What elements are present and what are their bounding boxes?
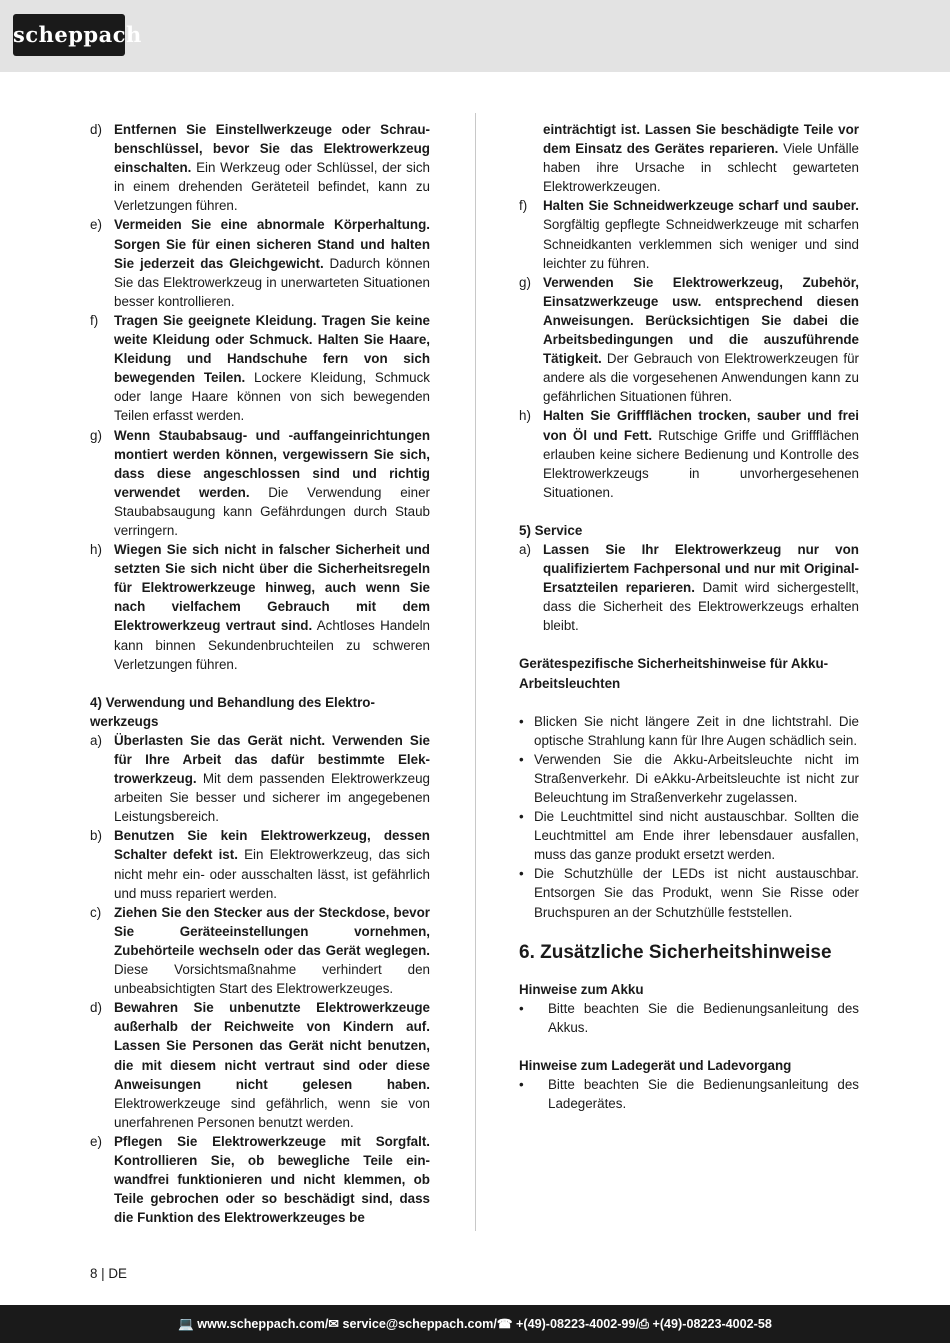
item-bold-text: Überlasten Sie das Gerät nicht. Verwenden Sie für Ihre Arbeit das dafür bestimmte Elektrowerkzeug. bbox=[114, 732, 430, 787]
footer-contact-bar bbox=[0, 1305, 950, 1343]
item-text: Rutschige Griffe und Griffflächen erlauben keine sichere Bedienung und Kontrolle des Elektrowerkzeugs in unvorhergesehenen Situationen. bbox=[543, 427, 859, 500]
list-item-s3-4 bbox=[90, 540, 430, 674]
list-item-s4b-0 bbox=[519, 196, 859, 272]
item-text: Lockere Kleidung, Schmuck oder lange Haare können von sich bewegenden Teilen erfasst werden. bbox=[114, 370, 430, 424]
item-text: Ein Werkzeug oder Schlüssel, der sich in einem drehenden Geräteteil befindet, kann zu Verletzungen führen. bbox=[114, 160, 430, 214]
phone-icon: ☎ bbox=[496, 1317, 513, 1331]
list-item-s3-3 bbox=[90, 426, 430, 541]
list-marker: h) bbox=[519, 408, 531, 424]
item-bold-text: einträchtigt ist. Lassen Sie beschädigte Teile vor dem Einsatz des Gerätes reparieren. bbox=[543, 122, 859, 157]
section-6-title: 6. Zusätzliche Sicherheitshinweise bbox=[519, 941, 832, 963]
item-text: Der Gebrauch von Elektrowerkzeugen für andere als die vorgesehenen Anwendungen kann zu gefährlichen Situationen führen. bbox=[543, 351, 859, 405]
fax-number: +(49)-08223-4002-58 bbox=[652, 1317, 772, 1331]
list-item-s3-2 bbox=[90, 311, 430, 426]
fax-icon: ⎙ bbox=[638, 1317, 649, 1331]
item-text: Elektrowerkzeuge sind gefährlich, wenn sie von unerfahrenen Personen benutzt werden. bbox=[114, 1095, 430, 1130]
header-band bbox=[0, 0, 950, 72]
list-item-s4-1 bbox=[90, 826, 430, 902]
envelope-icon: ✉ bbox=[328, 1317, 339, 1331]
bullet-marker: • bbox=[519, 866, 524, 882]
charger-heading: Hinweise zum Ladegerät und Ladevorgang bbox=[519, 1057, 792, 1073]
item-bold-text: Bewahren Sie unbenutzte Elektrowerkzeuge außerhalb der Reichweite von Kindern auf. Lassen Sie Personen das Gerät nicht benutzen, die mit diesem nicht vertraut sind oder diese Anweisungen nicht gelesen haben. bbox=[114, 1000, 430, 1092]
item-text: Mit dem passenden Elektrowerkzeug arbeiten Sie besser und sicherer im angegebenen Leistungsbereich. bbox=[114, 771, 430, 825]
left-column bbox=[90, 120, 430, 1227]
item-bold-text: Benutzen Sie kein Elektrowerkzeug, dessen Schalter defekt ist. bbox=[114, 828, 430, 863]
item-bold-text: Halten Sie Schneidwerkzeuge scharf und sauber. bbox=[543, 198, 859, 214]
phone-number[interactable]: +(49)-08223-4002-99 bbox=[516, 1317, 636, 1331]
item-bold-text: Entfernen Sie Einstellwerkzeuge oder Schraubenschlüssel, bevor Sie das Elektrowerkzeug einschalten. bbox=[114, 122, 430, 176]
list-item-s3-0 bbox=[90, 120, 430, 215]
bullet-marker: • bbox=[519, 713, 524, 729]
charger-note bbox=[519, 1075, 859, 1113]
list-marker: a) bbox=[90, 732, 102, 748]
list-marker: c) bbox=[90, 904, 102, 920]
charger-note-text: Bitte beachten Sie die Bedienungsanleitung des Ladegerätes. bbox=[548, 1077, 859, 1112]
device-bullet-2 bbox=[519, 807, 859, 864]
page-number: 8 | DE bbox=[90, 1266, 127, 1281]
list-marker: e) bbox=[90, 217, 102, 233]
bullet-marker: • bbox=[519, 1000, 524, 1016]
list-item-s4-3 bbox=[90, 998, 430, 1132]
item-bold-text: Wiegen Sie sich nicht in falscher Sicherheit und setzten Sie sich nicht über die Sicherheitsregeln für Elektrowerkzeuge hinweg, auch wenn Sie nach vielfachem Gebrauch mit dem Elektrowerkzeug vertraut sind. bbox=[114, 542, 430, 634]
list-marker: e) bbox=[90, 1133, 102, 1149]
list-marker: d) bbox=[90, 1000, 102, 1016]
bullet-marker: • bbox=[519, 809, 524, 825]
list-item-s4-4 bbox=[90, 1132, 430, 1227]
item-bold-text: Wenn Staubabsaug- und -auffangeinrichtungen montiert werden können, vergewissern Sie sich, dass diese angeschlossen sind und richtig verwendet werden. bbox=[114, 427, 430, 500]
separator: / bbox=[635, 1317, 639, 1331]
section-5-heading: 5) Service bbox=[519, 522, 583, 538]
brand-logo: scheppach bbox=[13, 14, 125, 56]
item-bold-text: Lassen Sie Ihr Elektrowerkzeug nur von qualifiziertem Fachpersonal und nur mit Original-Ersatzteilen reparieren. bbox=[543, 541, 859, 596]
item-bold-text: Tragen Sie geeignete Kleidung. Tragen Sie keine weite Kleidung oder Schmuck. Halten Sie Haare, Kleidung und Handschuhe fern von sich bewegenden Teilen. bbox=[114, 312, 430, 386]
item-text: Sorgfältig gepflegte Schneidwerkzeuge mit scharfen Schneidkanten verklemmen sich weniger und sind leichter zu führen. bbox=[543, 217, 859, 271]
list-marker: f) bbox=[90, 312, 99, 328]
list-item-continuation bbox=[519, 120, 859, 196]
list-item-s5-0 bbox=[519, 540, 859, 635]
device-bullet-3 bbox=[519, 864, 859, 921]
list-item-s4b-1 bbox=[519, 273, 859, 407]
item-text: Viele Unfälle haben ihre Ursache in schlecht gewarteten Elektrowerkzeugen. bbox=[543, 141, 859, 195]
bullet-text: Die Schutzhülle der LEDs ist nicht austauschbar. Entsorgen Sie das Produkt, wenn Sie Risse oder Bruchspuren an der Schutzhülle feststellen. bbox=[534, 866, 859, 920]
list-marker: a) bbox=[519, 541, 531, 557]
bullet-text: Die Leuchtmittel sind nicht austauschbar. Sollten die Leuchtmittel am Ende ihrer lebensdauer ausfallen, muss das ganze produkt ersetzt werden. bbox=[534, 809, 859, 863]
computer-icon: 💻 bbox=[178, 1317, 194, 1331]
separator: / bbox=[324, 1317, 329, 1331]
item-bold-text: Halten Sie Griffflächen trocken, sauber und frei von Öl und Fett. bbox=[543, 408, 859, 443]
item-bold-text: Pflegen Sie Elektrowerkzeuge mit Sorgfalt. Kontrollieren Sie, ob bewegliche Teile einwandfrei funktionieren und nicht klemmen, ob Teile gebrochen oder so beschädigt sind, dass die Funktion des Elektrowerkzeuges be bbox=[114, 1133, 430, 1226]
item-bold-text: Ziehen Sie den Stecker aus der Steckdose, bevor Sie Geräteeinstellungen vornehmen, Zubehörteile wechseln oder das Gerät weglegen. bbox=[114, 904, 430, 958]
section-4-heading: 4) Verwendung und Behandlung des Elektrowerkzeugs bbox=[90, 694, 375, 729]
list-item-s4-0 bbox=[90, 731, 430, 826]
item-bold-text: Vermeiden Sie eine abnormale Körperhaltung. Sorgen Sie für einen sicheren Stand und halten Sie jederzeit das Gleichgewicht. bbox=[114, 217, 430, 271]
device-bullet-1 bbox=[519, 750, 859, 807]
device-bullet-0 bbox=[519, 712, 859, 750]
item-text: Dadurch können Sie das Elektrowerkzeug in unerwarteten Situationen besser kontrollieren. bbox=[114, 255, 430, 309]
bullet-marker: • bbox=[519, 751, 524, 767]
website-link[interactable]: www.scheppach.com bbox=[197, 1317, 325, 1331]
item-text: Die Verwendung einer Staubabsaugung kann Gefährdungen durch Staub verringern. bbox=[114, 484, 430, 538]
column-divider bbox=[475, 113, 476, 1231]
list-marker: f) bbox=[519, 198, 528, 214]
item-bold-text: Verwenden Sie Elektrowerkzeug, Zubehör, Einsatzwerkzeuge usw. entsprechend diesen Anweisungen. Berücksichtigen Sie dabei die Arbeitsbedingungen und die auszuführende Tätigkeit. bbox=[543, 274, 859, 367]
akku-heading: Hinweise zum Akku bbox=[519, 981, 644, 997]
list-marker: d) bbox=[90, 122, 102, 137]
bullet-marker: • bbox=[519, 1077, 524, 1093]
email-link[interactable]: service@scheppach.com bbox=[342, 1317, 494, 1331]
list-marker: g) bbox=[90, 427, 102, 443]
list-marker: b) bbox=[90, 828, 102, 844]
bullet-text: Blicken Sie nicht längere Zeit in dne lichtstrahl. Die optische Strahlung kann für Ihre Augen schädlich sein. bbox=[534, 713, 859, 748]
list-item-s4-2 bbox=[90, 903, 430, 998]
item-text: Damit wird sichergestellt, dass die Sicherheit des Elektrowerkzeugs erhalten bleibt. bbox=[543, 580, 859, 634]
bullet-text: Verwenden Sie die Akku-Arbeitsleuchte nicht im Straßenverkehr. Di eAkku-Arbeitsleuchte ist nicht zur Beleuchtung im Straßenverkehr zugelassen. bbox=[534, 751, 859, 805]
item-text: Achtloses Handeln kann binnen Sekundenbruchteilen zu schweren Verletzungen führen. bbox=[114, 618, 431, 672]
right-column bbox=[519, 120, 859, 1113]
list-item-s4b-2 bbox=[519, 406, 859, 501]
list-marker: h) bbox=[90, 542, 102, 558]
akku-note bbox=[519, 999, 859, 1037]
item-text: Ein Elektrowerkzeug, das sich nicht mehr ein- oder ausschalten lässt, ist gefährlich und muss repariert werden. bbox=[114, 847, 430, 901]
list-item-s3-1 bbox=[90, 215, 430, 310]
item-text: Diese Vorsichtsmaßnahme verhindert den unbeabsichtigten Start des Elektrowerkzeuges. bbox=[114, 962, 430, 997]
separator: / bbox=[493, 1317, 497, 1331]
akku-note-text: Bitte beachten Sie die Bedienungsanleitung des Akkus. bbox=[548, 1000, 859, 1035]
list-marker: g) bbox=[519, 274, 531, 290]
device-safety-heading: Gerätespezifische Sicherheitshinweise für Akku-Arbeitsleuchten bbox=[519, 656, 829, 691]
